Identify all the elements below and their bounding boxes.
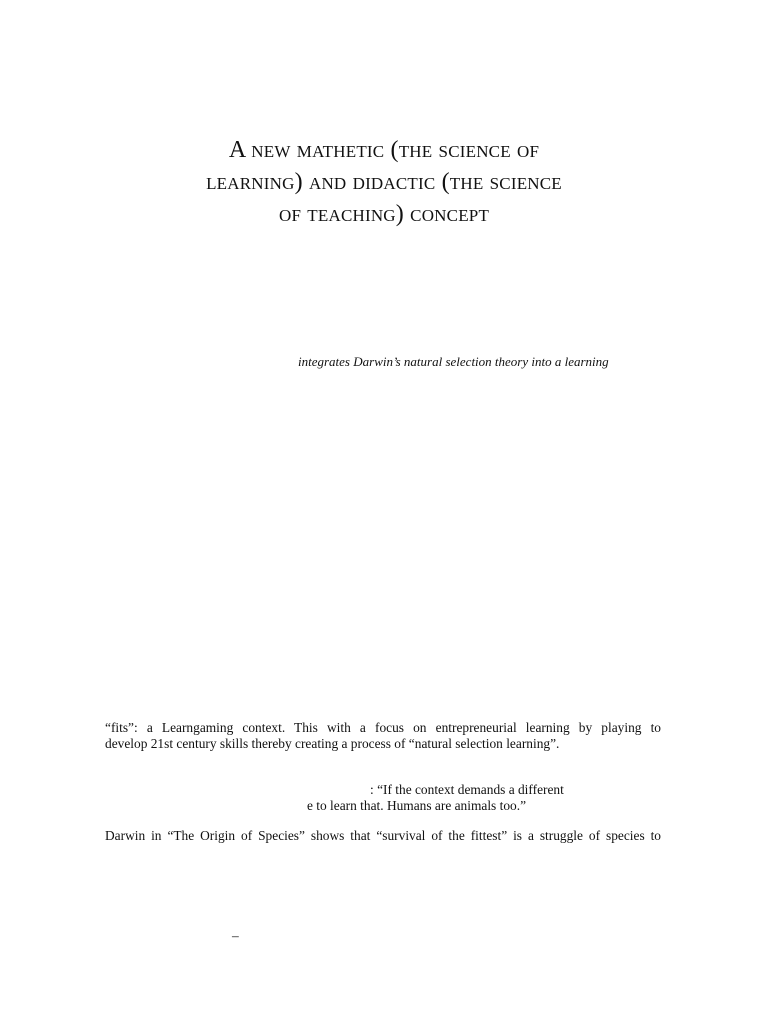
paragraph-fits-line-2: develop 21st century skills thereby creating a process of “natural selection learning”. (105, 736, 560, 751)
title-line-1: A new mathetic (the science of (228, 137, 540, 163)
paragraph-darwin-line-1: Darwin in “The Origin of Species” shows that “survival of the fittest” is a struggle of species to (105, 828, 661, 843)
stray-dash-mark: – (232, 928, 239, 943)
quote-line-1: : “If the context demands a different (370, 782, 564, 797)
document-title (100, 134, 668, 230)
paragraph-darwin (105, 828, 661, 844)
title-line-3: of teaching) concept (278, 201, 490, 227)
quote-line-2: e to learn that. Humans are animals too.” (307, 798, 527, 813)
italic-fragment: integrates Darwin’s natural selection theory into a learning (298, 354, 609, 369)
paragraph-fits (105, 720, 661, 752)
title-line-2: learning) and didactic (the science (206, 169, 562, 195)
paragraph-fits-line-1: “fits”: a Learngaming context. This with a focus on entrepreneurial learning by playing to (105, 720, 661, 735)
